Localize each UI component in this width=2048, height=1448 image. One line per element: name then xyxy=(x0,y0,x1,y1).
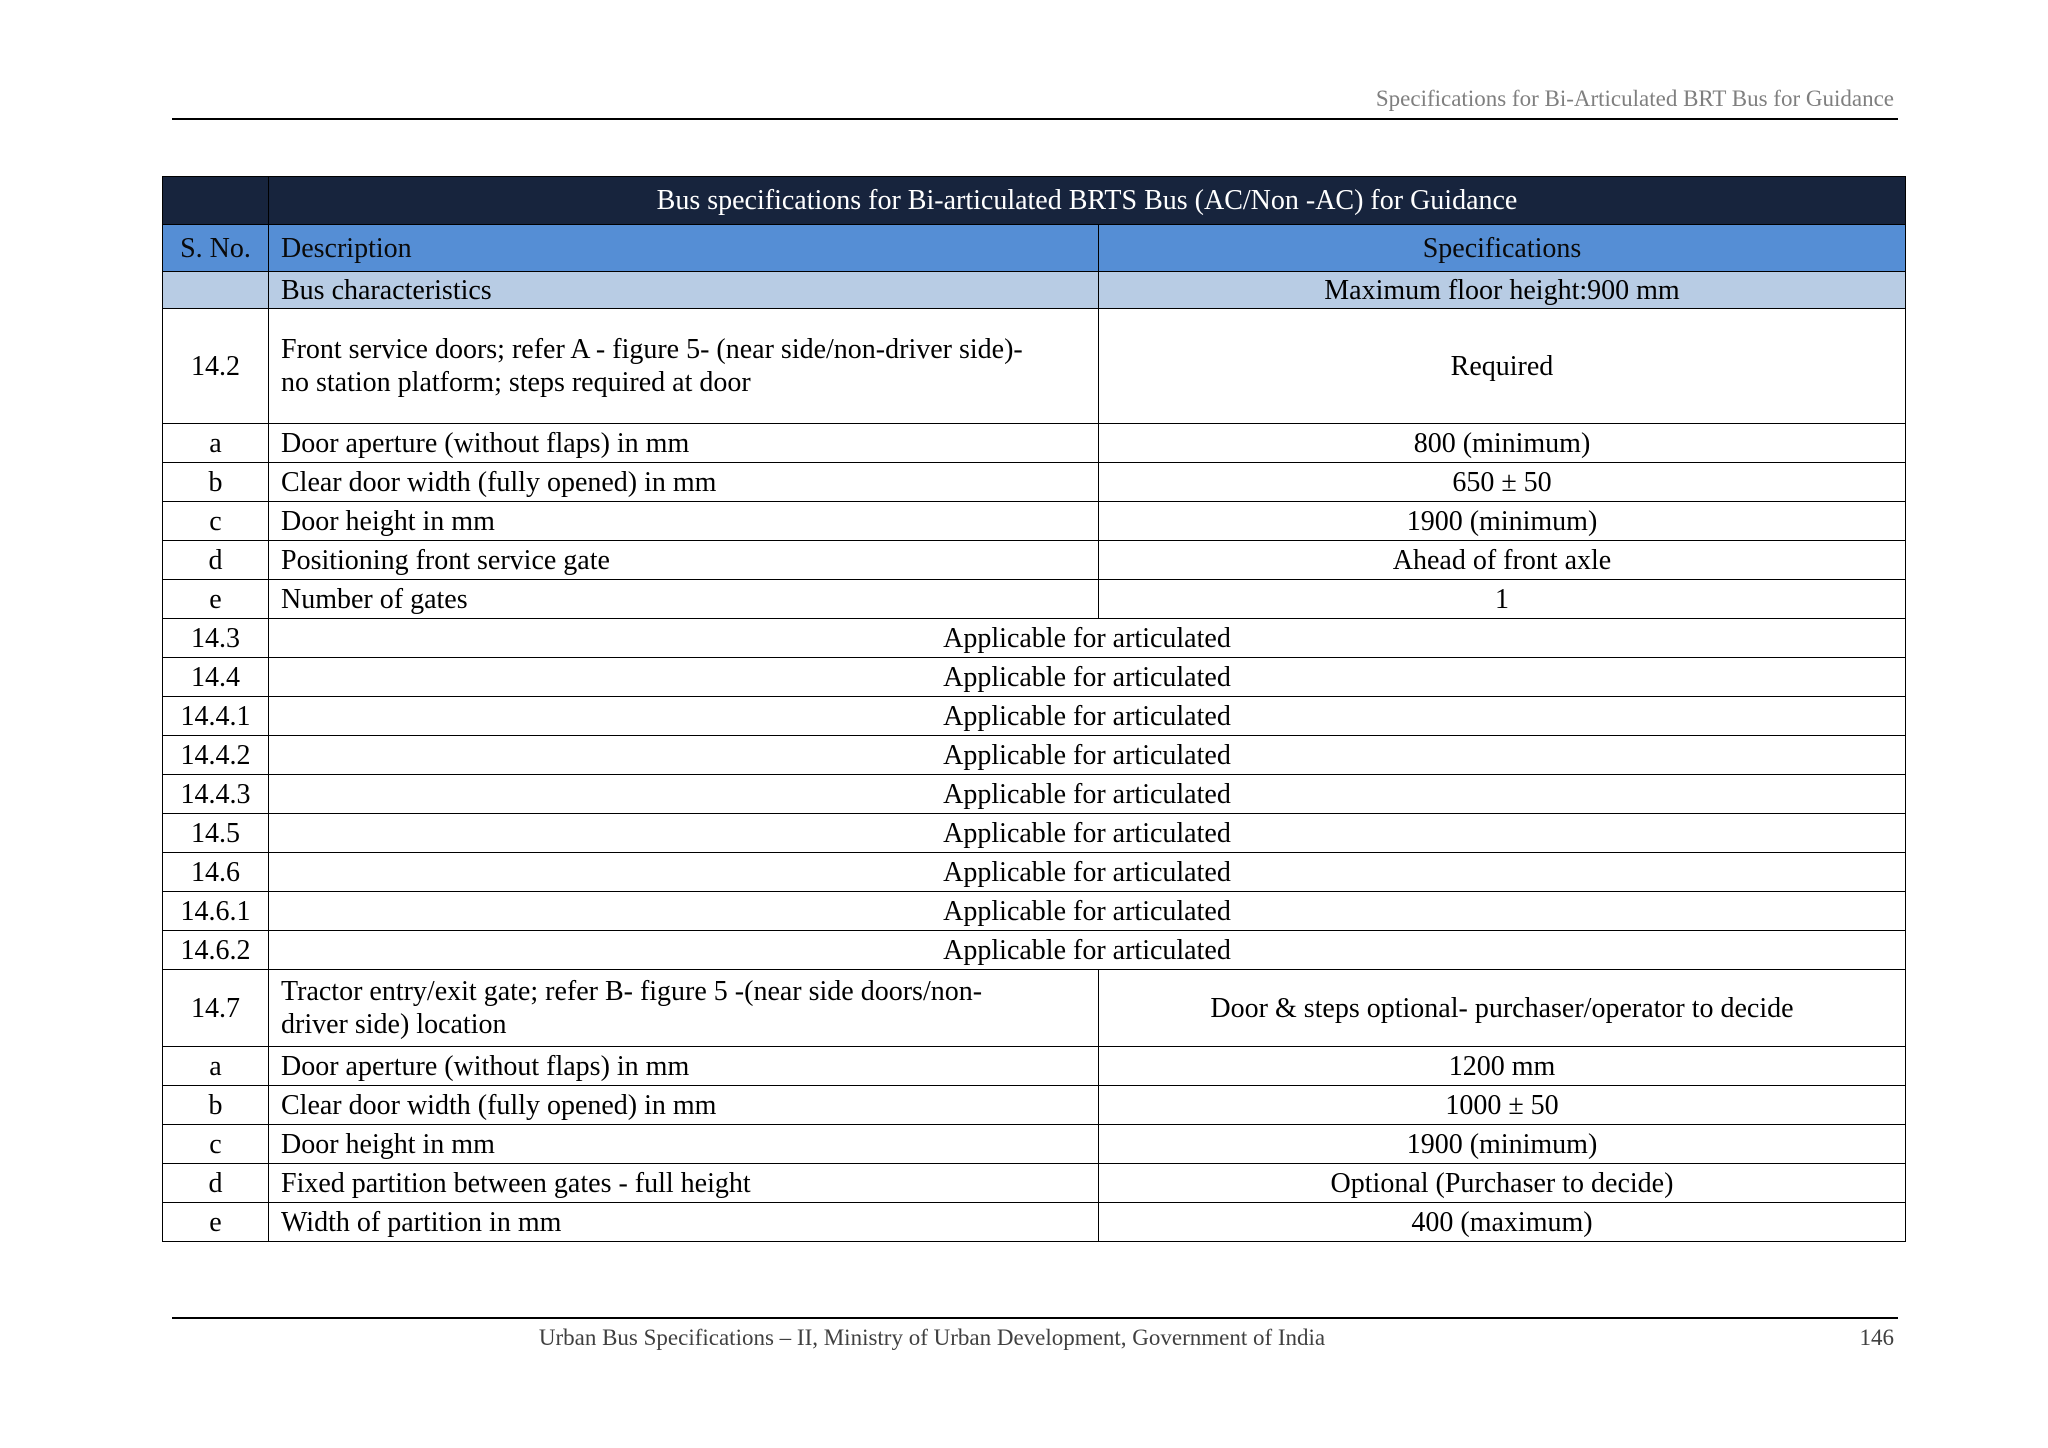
table-title: Bus specifications for Bi-articulated BRTS Bus (AC/Non -AC) for Guidance xyxy=(269,177,1906,225)
row-sno: 14.6.2 xyxy=(163,931,269,970)
row-sno: e xyxy=(163,1203,269,1242)
footer-text: Urban Bus Specifications – II, Ministry of Urban Development, Government of India xyxy=(538,1325,1326,1350)
row-description: Clear door width (fully opened) in mm xyxy=(269,463,1099,502)
table-row xyxy=(163,814,1906,853)
row-sno: b xyxy=(163,1086,269,1125)
row-sno: a xyxy=(163,424,269,463)
row-merged-spec: Applicable for articulated xyxy=(269,931,1906,970)
table-row xyxy=(163,1164,1906,1203)
table-row xyxy=(163,931,1906,970)
row-merged-spec: Applicable for articulated xyxy=(269,658,1906,697)
section-row xyxy=(163,272,1906,309)
row-sno: e xyxy=(163,580,269,619)
row-specification: 800 (minimum) xyxy=(1099,424,1906,463)
table-row xyxy=(163,697,1906,736)
section-description: Bus characteristics xyxy=(269,272,1099,309)
row-specification: Door & steps optional- purchaser/operator to decide xyxy=(1099,970,1906,1047)
table-title-row xyxy=(163,177,1906,225)
row-sno: d xyxy=(163,541,269,580)
row-description: Door height in mm xyxy=(269,1125,1099,1164)
row-merged-spec: Applicable for articulated xyxy=(269,697,1906,736)
row-sno: c xyxy=(163,502,269,541)
running-footer xyxy=(172,1317,1898,1350)
title-blank-cell xyxy=(163,177,269,225)
row-sno: b xyxy=(163,463,269,502)
column-header-sno: S. No. xyxy=(163,225,269,272)
row-description: Door aperture (without flaps) in mm xyxy=(269,424,1099,463)
row-description: Front service doors; refer A - figure 5- (near side/non-driver side)- no station platform; steps required at door xyxy=(269,309,1099,424)
row-merged-spec: Applicable for articulated xyxy=(269,619,1906,658)
table-row xyxy=(163,463,1906,502)
table-row xyxy=(163,424,1906,463)
table-row xyxy=(163,658,1906,697)
row-merged-spec: Applicable for articulated xyxy=(269,853,1906,892)
table-row xyxy=(163,541,1906,580)
row-description: Tractor entry/exit gate; refer B- figure 5 -(near side doors/non- driver side) location xyxy=(269,970,1099,1047)
row-sno: 14.4 xyxy=(163,658,269,697)
table-header-row xyxy=(163,225,1906,272)
row-sno: c xyxy=(163,1125,269,1164)
row-specification: 400 (maximum) xyxy=(1099,1203,1906,1242)
table-row xyxy=(163,853,1906,892)
running-header xyxy=(172,84,1898,120)
column-header-description: Description xyxy=(269,225,1099,272)
table-row xyxy=(163,775,1906,814)
specifications-table xyxy=(162,176,1906,1242)
table-row xyxy=(163,580,1906,619)
row-sno: 14.2 xyxy=(163,309,269,424)
table-row xyxy=(163,736,1906,775)
section-blank-cell xyxy=(163,272,269,309)
table-row xyxy=(163,970,1906,1047)
row-merged-spec: Applicable for articulated xyxy=(269,892,1906,931)
column-header-specifications: Specifications xyxy=(1099,225,1906,272)
row-sno: 14.4.3 xyxy=(163,775,269,814)
table-row xyxy=(163,1203,1906,1242)
row-specification: Ahead of front axle xyxy=(1099,541,1906,580)
row-merged-spec: Applicable for articulated xyxy=(269,736,1906,775)
row-specification: 1900 (minimum) xyxy=(1099,502,1906,541)
running-header-title: Specifications for Bi-Articulated BRT Bus for Guidance xyxy=(1375,86,1894,111)
row-sno: 14.6.1 xyxy=(163,892,269,931)
row-specification: 650 ± 50 xyxy=(1099,463,1906,502)
row-description: Positioning front service gate xyxy=(269,541,1099,580)
table-row xyxy=(163,309,1906,424)
table-row xyxy=(163,502,1906,541)
row-specification: Optional (Purchaser to decide) xyxy=(1099,1164,1906,1203)
row-sno: 14.5 xyxy=(163,814,269,853)
row-description: Fixed partition between gates - full height xyxy=(269,1164,1099,1203)
row-sno: 14.4.2 xyxy=(163,736,269,775)
row-specification: 1 xyxy=(1099,580,1906,619)
row-merged-spec: Applicable for articulated xyxy=(269,814,1906,853)
row-description: Door aperture (without flaps) in mm xyxy=(269,1047,1099,1086)
table-row xyxy=(163,892,1906,931)
row-specification: 1900 (minimum) xyxy=(1099,1125,1906,1164)
row-merged-spec: Applicable for articulated xyxy=(269,775,1906,814)
table-row xyxy=(163,619,1906,658)
row-sno: d xyxy=(163,1164,269,1203)
page-number: 146 xyxy=(1859,1325,1894,1350)
table-row xyxy=(163,1086,1906,1125)
row-description: Width of partition in mm xyxy=(269,1203,1099,1242)
row-sno: 14.7 xyxy=(163,970,269,1047)
row-specification: 1000 ± 50 xyxy=(1099,1086,1906,1125)
table-row xyxy=(163,1125,1906,1164)
row-description: Door height in mm xyxy=(269,502,1099,541)
row-sno: a xyxy=(163,1047,269,1086)
row-sno: 14.6 xyxy=(163,853,269,892)
row-sno: 14.3 xyxy=(163,619,269,658)
row-specification: Required xyxy=(1099,309,1906,424)
row-description: Number of gates xyxy=(269,580,1099,619)
row-specification: 1200 mm xyxy=(1099,1047,1906,1086)
row-description: Clear door width (fully opened) in mm xyxy=(269,1086,1099,1125)
table-row xyxy=(163,1047,1906,1086)
row-sno: 14.4.1 xyxy=(163,697,269,736)
section-specification: Maximum floor height:900 mm xyxy=(1099,272,1906,309)
